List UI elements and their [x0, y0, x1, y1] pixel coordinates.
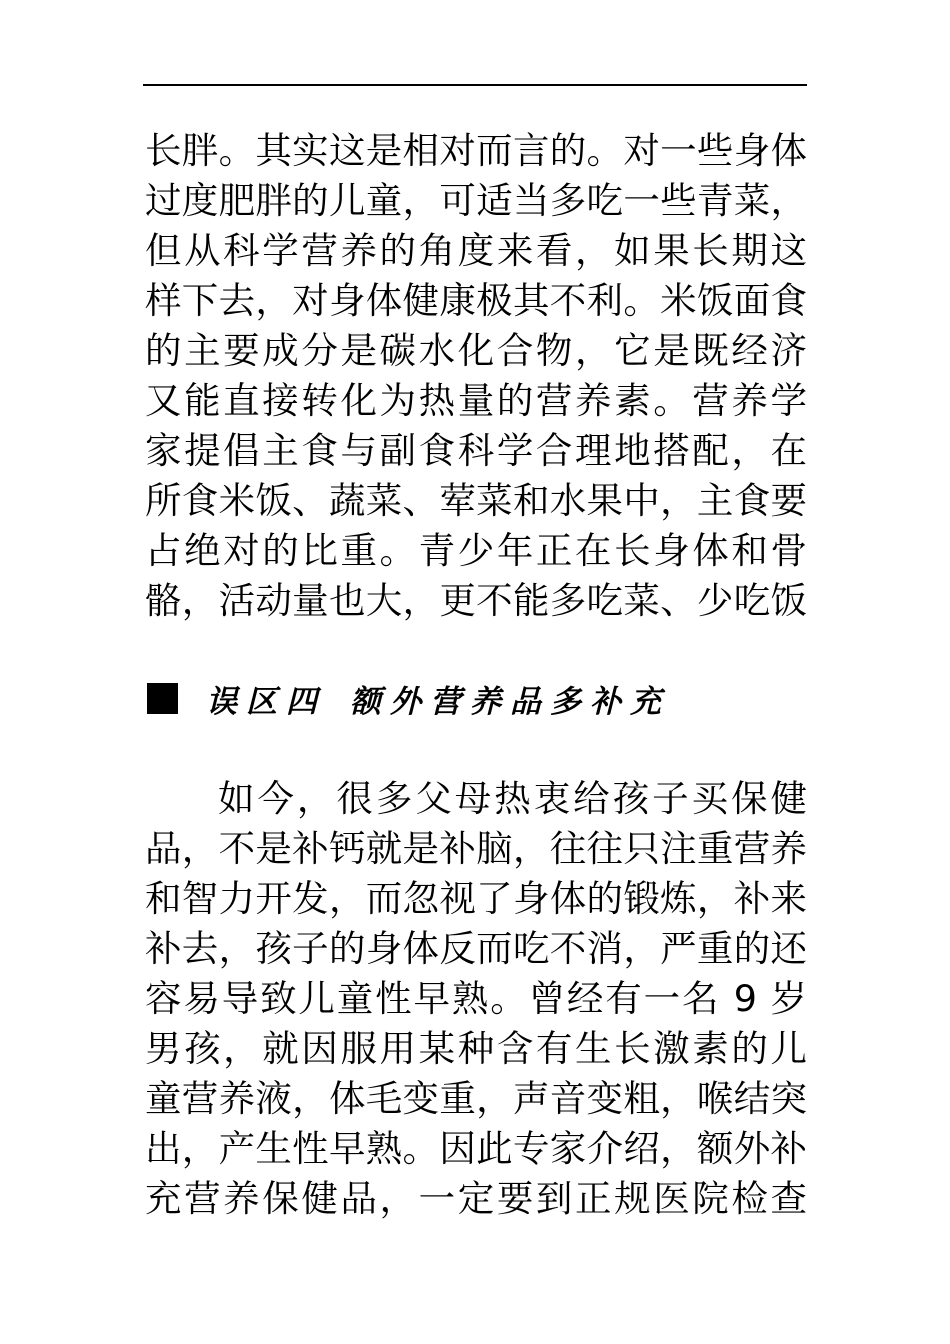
text-line: 长胖。其实这是相对而言的。对一些身体: [145, 129, 807, 172]
text-line: 骼，活动量也大，更不能多吃菜、少吃饭: [145, 579, 807, 622]
text-line: 的主要成分是碳水化合物，它是既经济: [145, 329, 807, 372]
heading-label: 误区四: [206, 683, 326, 720]
text-line: 品，不是补钙就是补脑，往往只注重营养: [145, 827, 807, 870]
text-line: 占绝对的比重。青少年正在长身体和骨: [145, 529, 807, 572]
text-line: 样下去，对身体健康极其不利。米饭面食: [145, 279, 807, 322]
text-line: 童营养液，体毛变重，声音变粗，喉结突: [145, 1077, 807, 1120]
section-heading: [147, 670, 670, 726]
text-line: 充营养保健品，一定要到正规医院检查: [145, 1177, 807, 1220]
text-line: 和智力开发，而忽视了身体的锻炼，补来: [145, 877, 807, 920]
text-line: 如今，很多父母热衷给孩子买保健: [218, 777, 807, 820]
text-line: 家提倡主食与副食科学合理地搭配，在: [145, 429, 807, 472]
text-line: 所食米饭、蔬菜、荤菜和水果中，主食要: [145, 479, 807, 522]
text-line: 过度肥胖的儿童，可适当多吃一些青菜，: [145, 179, 807, 222]
text-line: 男孩，就因服用某种含有生长激素的儿: [145, 1027, 807, 1070]
heading-title: 额外营养品多补充: [350, 683, 670, 720]
square-bullet-icon: [147, 683, 178, 714]
text-line: 又能直接转化为热量的营养素。营养学: [145, 379, 807, 422]
text-line: 补去，孩子的身体反而吃不消，严重的还: [145, 927, 807, 970]
text-line: 出，产生性早熟。因此专家介绍，额外补: [145, 1127, 807, 1170]
text-line: 但从科学营养的角度来看，如果长期这: [145, 229, 807, 272]
text-line: 容易导致儿童性早熟。曾经有一名 9 岁: [145, 977, 807, 1020]
top-rule: [143, 84, 807, 86]
